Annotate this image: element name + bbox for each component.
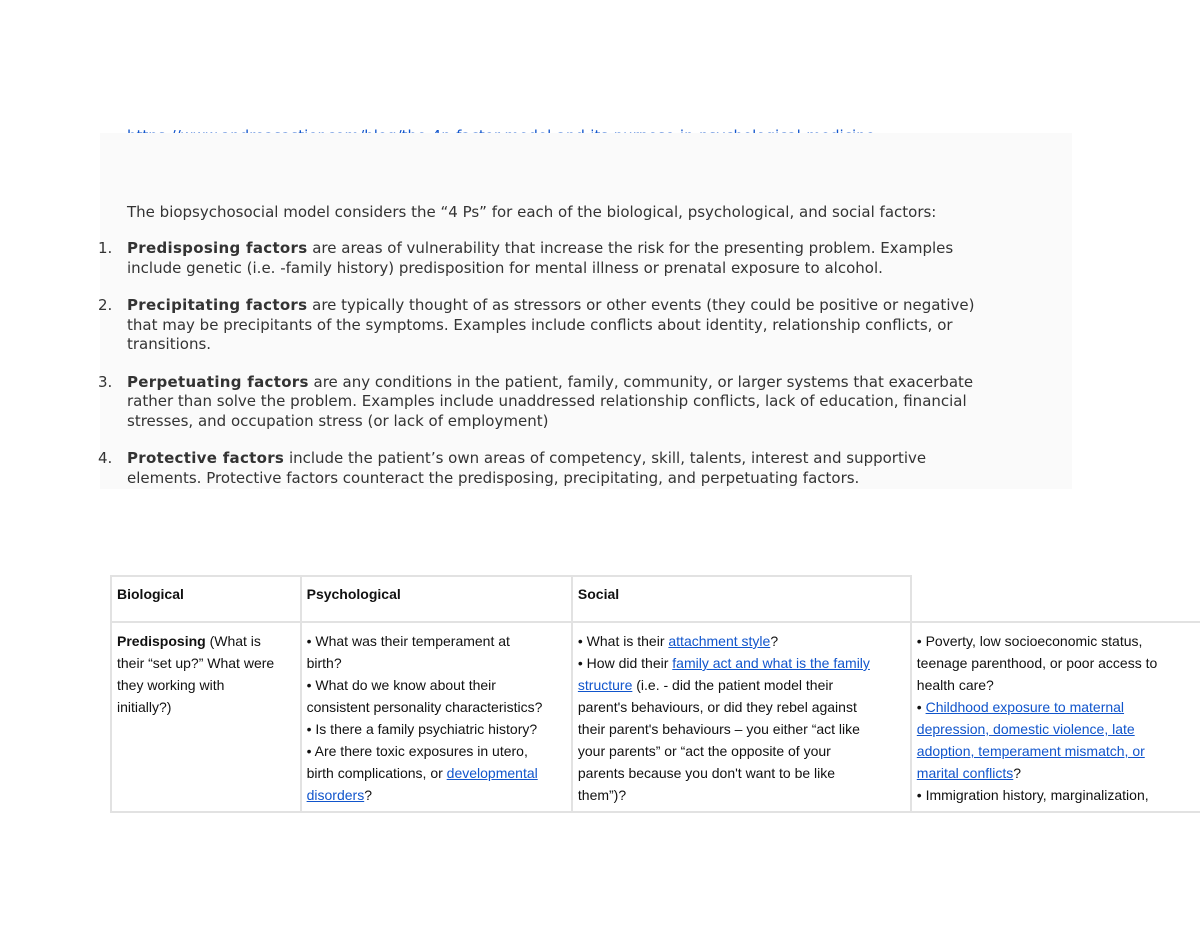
list-number: 4. — [98, 449, 113, 467]
developmental-disorders-link[interactable]: developmental — [446, 765, 538, 781]
header-psychological — [301, 576, 572, 622]
cell-text: consistent personality characteristics? — [306, 699, 543, 715]
factor-text: stresses, and occupation stress (or lack of employment) — [127, 411, 549, 430]
cell-text: (What is — [205, 633, 261, 649]
factor-text: elements. Protective factors counteract the predisposing, precipitating, and perpetuating factors. — [127, 468, 860, 487]
attachment-style-link[interactable]: attachment style — [668, 633, 771, 649]
cell-text: (i.e. - did the patient model their — [632, 677, 834, 693]
header-blank — [911, 576, 1200, 622]
family-structure-link[interactable]: structure — [577, 677, 633, 693]
factor-text: include the patient’s own areas of competency, skill, talents, interest and supportive — [284, 449, 927, 467]
header-biological — [111, 576, 301, 622]
factor-text: are areas of vulnerability that increase the risk for the presenting problem. Examples — [307, 239, 954, 257]
factor-text: are typically thought of as stressors or other events (they could be positive or negative) — [307, 296, 975, 314]
factor-term: Precipitating factors — [127, 296, 308, 314]
cell-text: • How did their — [577, 655, 673, 671]
childhood-exposure-link[interactable]: depression, domestic violence, late — [916, 721, 1135, 737]
cell-text: your parents” or “act the opposite of your — [577, 743, 831, 759]
row-label-term: Predisposing — [117, 633, 206, 649]
developmental-disorders-link[interactable]: disorders — [306, 787, 365, 803]
list-item — [98, 373, 1058, 432]
cell-text: their parent's behaviours – you either “act like — [577, 721, 860, 737]
childhood-exposure-link[interactable]: marital conflicts — [916, 765, 1014, 781]
factor-term: Protective factors — [127, 449, 285, 467]
cell-text: • What was their temperament at — [306, 633, 510, 649]
cell-text: teenage parenthood, or poor access to — [916, 655, 1158, 671]
table-row — [111, 622, 1200, 812]
list-number: 2. — [98, 296, 113, 314]
intro-text: The biopsychosocial model considers the “4 Ps” for each of the biological, psychological, and social factors: — [127, 203, 937, 221]
factor-term: Predisposing factors — [127, 239, 308, 257]
cell-text: • What do we know about their — [306, 677, 496, 693]
cell-text: ? — [1013, 765, 1022, 781]
factor-term: Perpetuating factors — [127, 372, 309, 391]
cell-text: their “set up?” What were — [117, 655, 275, 671]
cell-text: • Is there a family psychiatric history? — [306, 721, 538, 737]
cell-text: birth? — [306, 655, 342, 671]
biological-cell — [301, 622, 572, 812]
cell-text: birth complications, or — [306, 765, 447, 781]
factor-list — [98, 239, 1058, 506]
cell-text: • Are there toxic exposures in utero, — [306, 743, 528, 759]
list-item — [98, 239, 1058, 278]
cell-text: • — [916, 699, 926, 715]
cell-text: initially?) — [117, 699, 172, 715]
social-cell — [911, 622, 1200, 812]
cell-text: them”)? — [577, 787, 627, 803]
cell-text: health care? — [916, 677, 994, 693]
factor-text: that may be precipitants of the symptoms. Examples include conflicts about identity, relationship conflicts, or — [127, 315, 953, 334]
header-label: Social — [577, 586, 620, 602]
factor-text: transitions. — [127, 335, 212, 353]
list-item — [98, 449, 1058, 488]
factors-table — [110, 575, 1200, 813]
cell-text: parents because you don't want to be like — [577, 765, 836, 781]
list-number: 1. — [98, 239, 113, 257]
list-number: 3. — [98, 372, 113, 391]
list-item — [98, 296, 1058, 355]
family-structure-link[interactable]: family act and what is the family — [672, 655, 870, 671]
row-label-cell — [111, 622, 301, 812]
factor-text: include genetic (i.e. -family history) predisposition for mental illness or prenatal exposure to alcohol. — [127, 258, 883, 277]
cell-text: parent's behaviours, or did they rebel against — [577, 699, 857, 715]
cell-text: • Immigration history, marginalization, — [916, 787, 1149, 803]
factor-text: are any conditions in the patient, family, community, or larger systems that exacerbate — [308, 372, 974, 391]
header-social — [572, 576, 911, 622]
table-header-row — [111, 576, 1200, 622]
factor-text: rather than solve the problem. Examples include unaddressed relationship conflicts, lack of education, financial — [127, 392, 967, 410]
cell-text: ? — [770, 633, 779, 649]
childhood-exposure-link[interactable]: adoption, temperament mismatch, or — [916, 743, 1145, 759]
childhood-exposure-link[interactable]: Childhood exposure to maternal — [925, 699, 1125, 715]
cell-text: they working with — [117, 677, 225, 693]
header-label: Biological — [117, 586, 184, 602]
psychological-cell — [572, 622, 911, 812]
cell-text: • What is their — [577, 633, 669, 649]
cell-text: ? — [364, 787, 372, 803]
header-label: Psychological — [306, 586, 401, 602]
cell-text: • Poverty, low socioeconomic status, — [916, 633, 1143, 649]
